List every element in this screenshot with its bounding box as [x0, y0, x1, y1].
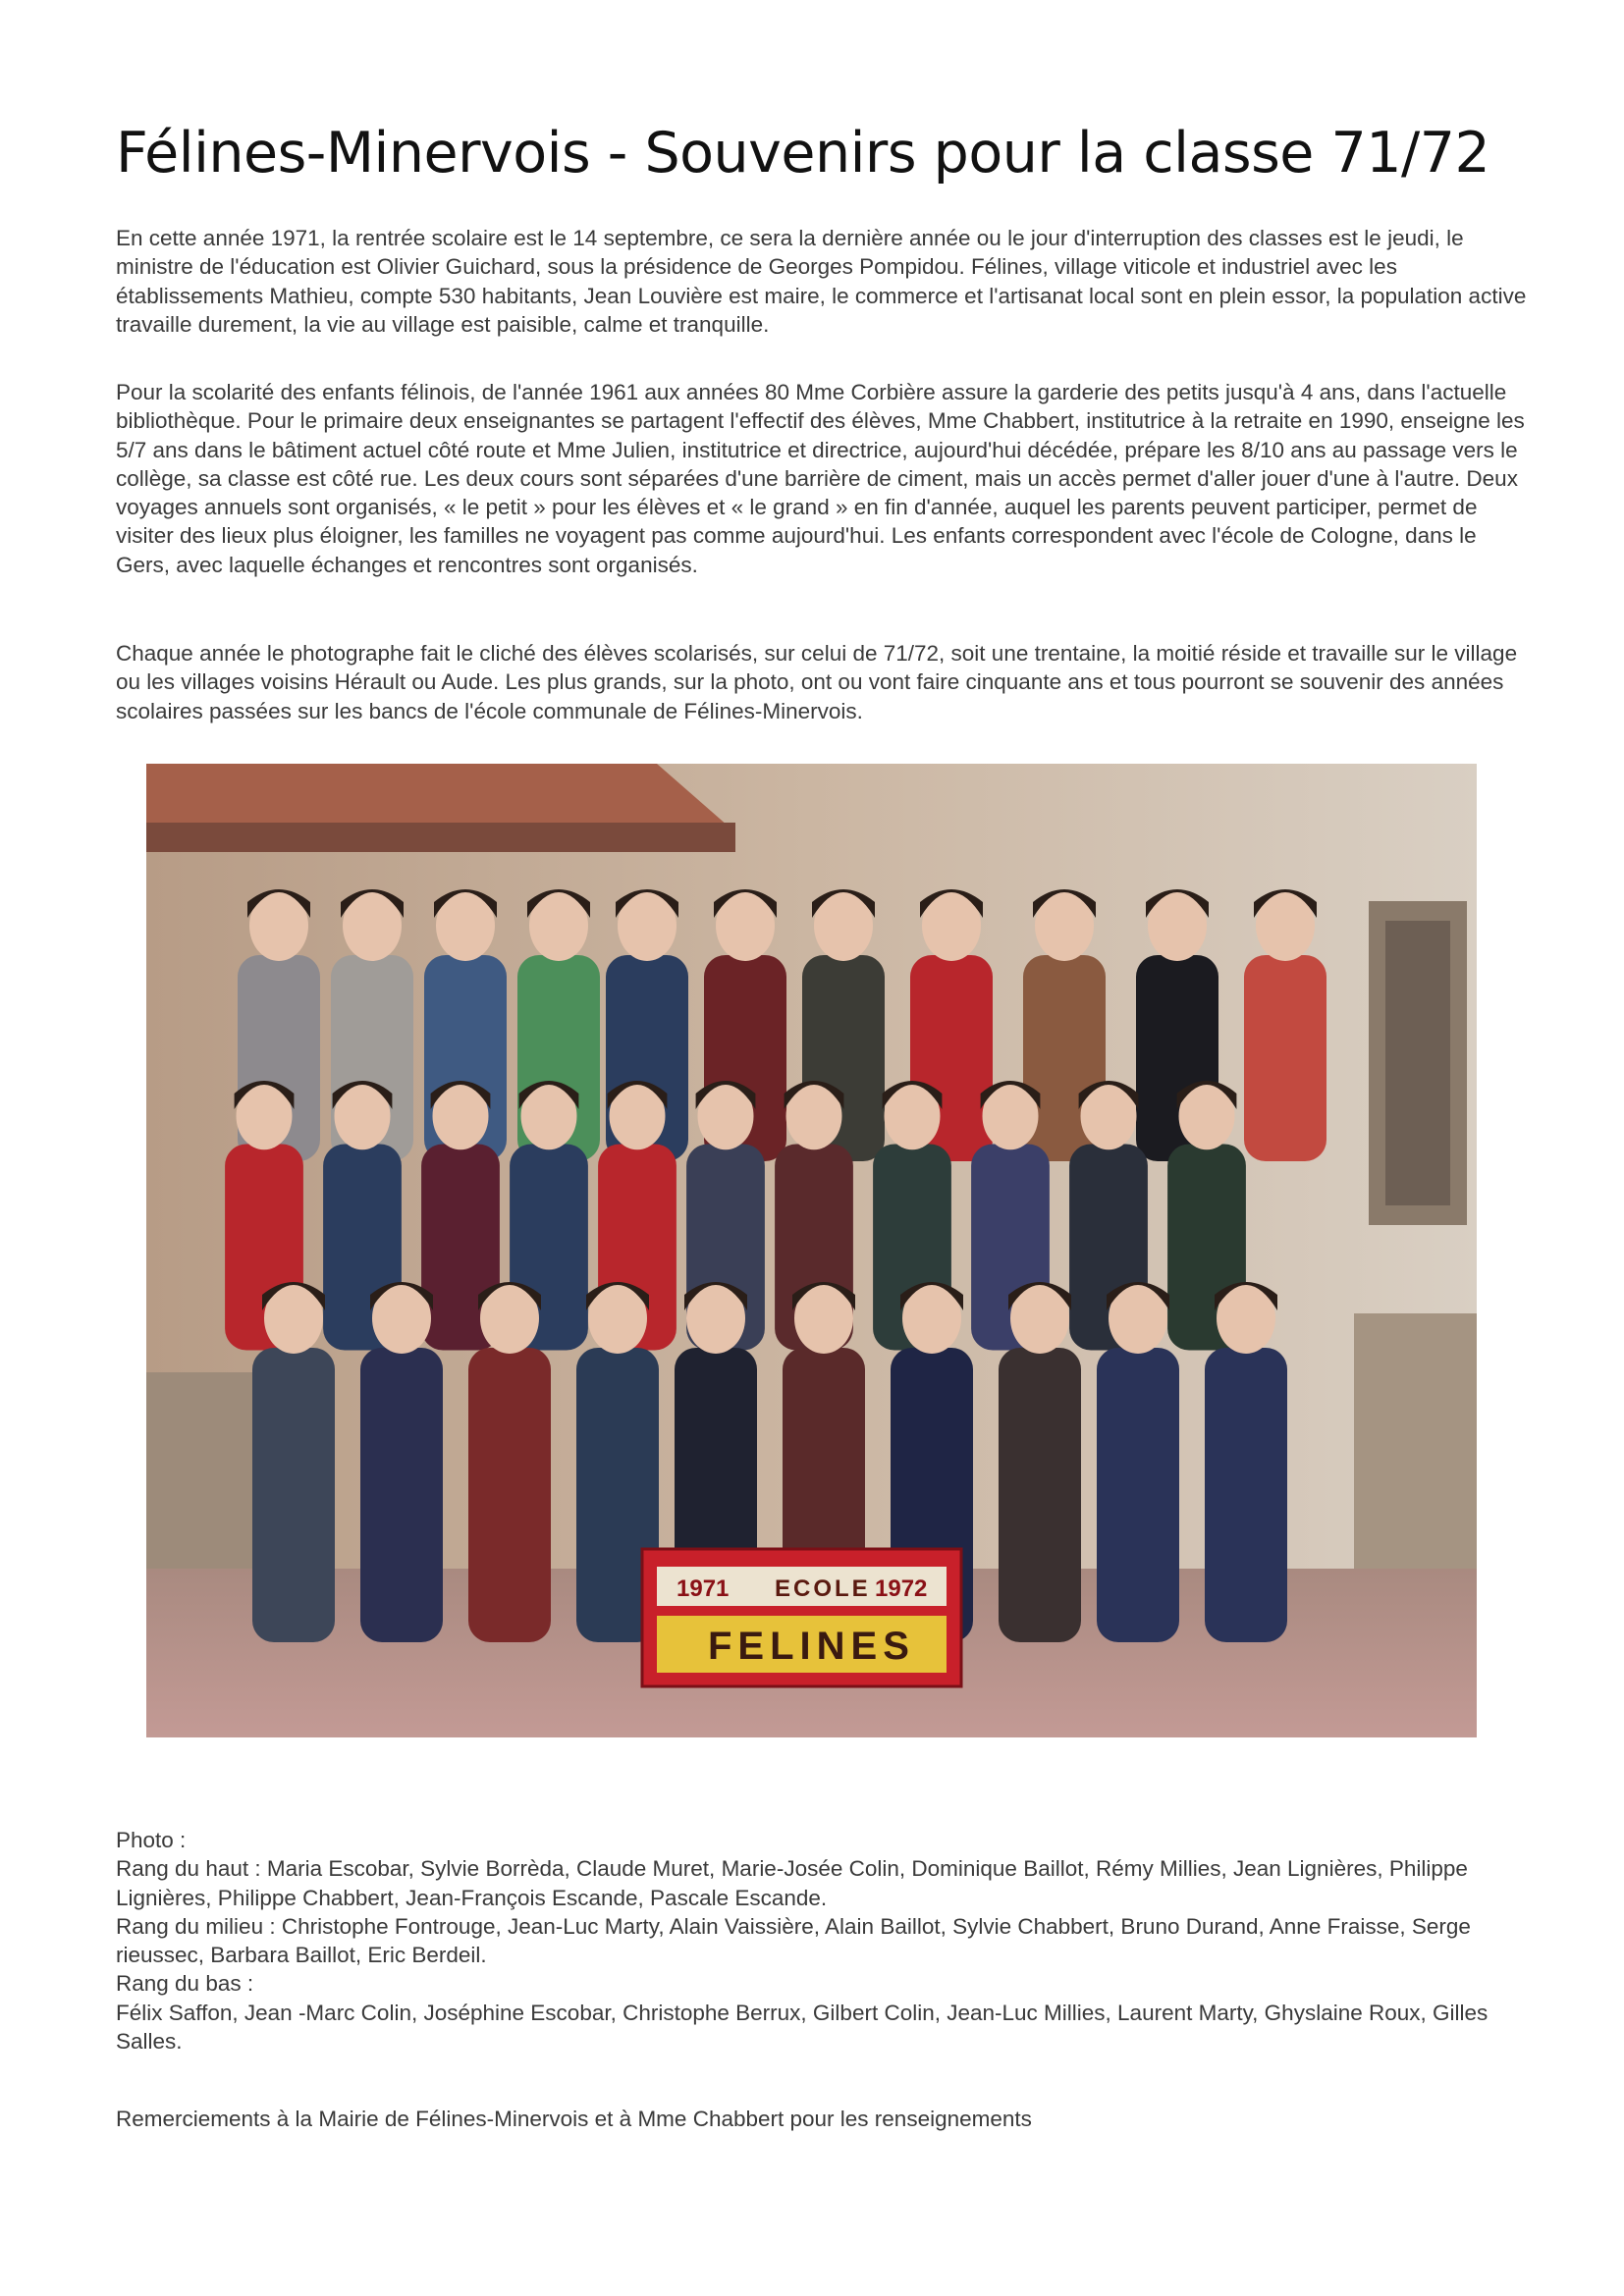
photo-caption — [116, 1826, 1530, 2056]
sign-village: FELINES — [708, 1625, 915, 1668]
school-sign — [642, 1549, 961, 1686]
paragraph-photographer: Chaque année le photographe fait le cliché des élèves scolarisés, sur celui de 71/72, soit une trentaine, la moitié réside et travaille sur le village ou les villages voisins Hérault ou Aude. Les plus grands, sur la photo, ont ou vont faire cinquante ans et tous pourront se souvenir des années scolaires passées sur les bancs de l'école communale de Félines-Minervois. — [116, 641, 1518, 723]
acknowledgements: Remerciements à la Mairie de Félines-Minervois et à Mme Chabbert pour les renseignements — [116, 2107, 1032, 2131]
page-title: Félines-Minervois - Souvenirs pour la classe 71/72 — [116, 121, 1490, 186]
caption-bottom-row: Félix Saffon, Jean -Marc Colin, Joséphine Escobar, Christophe Berrux, Gilbert Colin, Jean-Luc Millies, Laurent Marty, Ghyslaine Roux, Gilles Salles. — [116, 2000, 1489, 2055]
caption-middle-row: Rang du milieu : Christophe Fontrouge, Jean-Luc Marty, Alain Vaissière, Alain Baillot, Sylvie Chabbert, Bruno Durand, Anne Fraisse, Serge rieussec, Barbara Baillot, Eric Berdeil. — [116, 1913, 1471, 1968]
caption-bottom-heading: Rang du bas : — [116, 1971, 254, 1997]
caption-top-row: Rang du haut : Maria Escobar, Sylvie Borrèda, Claude Muret, Marie-Josée Colin, Dominique Baillot, Rémy Millies, Jean Lignières, Philippe Lignières, Philippe Chabbert, Jean-François Escande, Pascale Escande. — [116, 1856, 1468, 1910]
class-photo — [146, 764, 1477, 1737]
caption-heading: Photo : — [116, 1828, 187, 1852]
child-figure — [1244, 889, 1326, 1161]
paragraph-school: Pour la scolarité des enfants félinois, de l'année 1961 aux années 80 Mme Corbière assure la garderie des petits jusqu'à 4 ans, dans l'actuelle bibliothèque. Pour le primaire deux enseignantes se partagent l'effectif des élèves, Mme Chabbert, institutrice à la retraite en 1990, enseigne les 5/7 ans dans le bâtiment actuel côté route et Mme Julien, institutrice et directrice, aujourd'hui décédée, prépare les 8/10 ans au passage vers le collège, sa classe est côté rue. Les deux cours sont séparées d'une barrière de ciment, mais un accès permet d'aller jouer d'une à l'autre. Deux voyages annuels sont organisés, « le petit » pour les élèves et « le grand » en fin d'année, auquel les parents peuvent participer, permet de visiter des lieux plus éloigner, les familles ne voyagent pas comme aujourd'hui. Les enfants correspondent avec l'école de Cologne, dans le Gers, avec laquelle échanges et rencontres sont organisés. — [116, 380, 1525, 577]
sign-school: ECOLE — [775, 1575, 871, 1602]
sign-year-left: 1971 — [677, 1575, 730, 1602]
paragraph-intro: En cette année 1971, la rentrée scolaire est le 14 septembre, ce sera la dernière année ou le jour d'interruption des classes est le jeudi, le ministre de l'éducation est Olivier Guichard, sous la présidence de Georges Pompidou. Félines, village viticole et industriel avec les établissements Mathieu, compte 530 habitants, Jean Louvière est maire, le commerce et l'artisanat local sont en plein essor, la population active travaille durement, la vie au village est paisible, calme et tranquille. — [116, 226, 1527, 337]
roof-shape — [146, 764, 735, 832]
sign-year-right: 1972 — [875, 1575, 928, 1602]
